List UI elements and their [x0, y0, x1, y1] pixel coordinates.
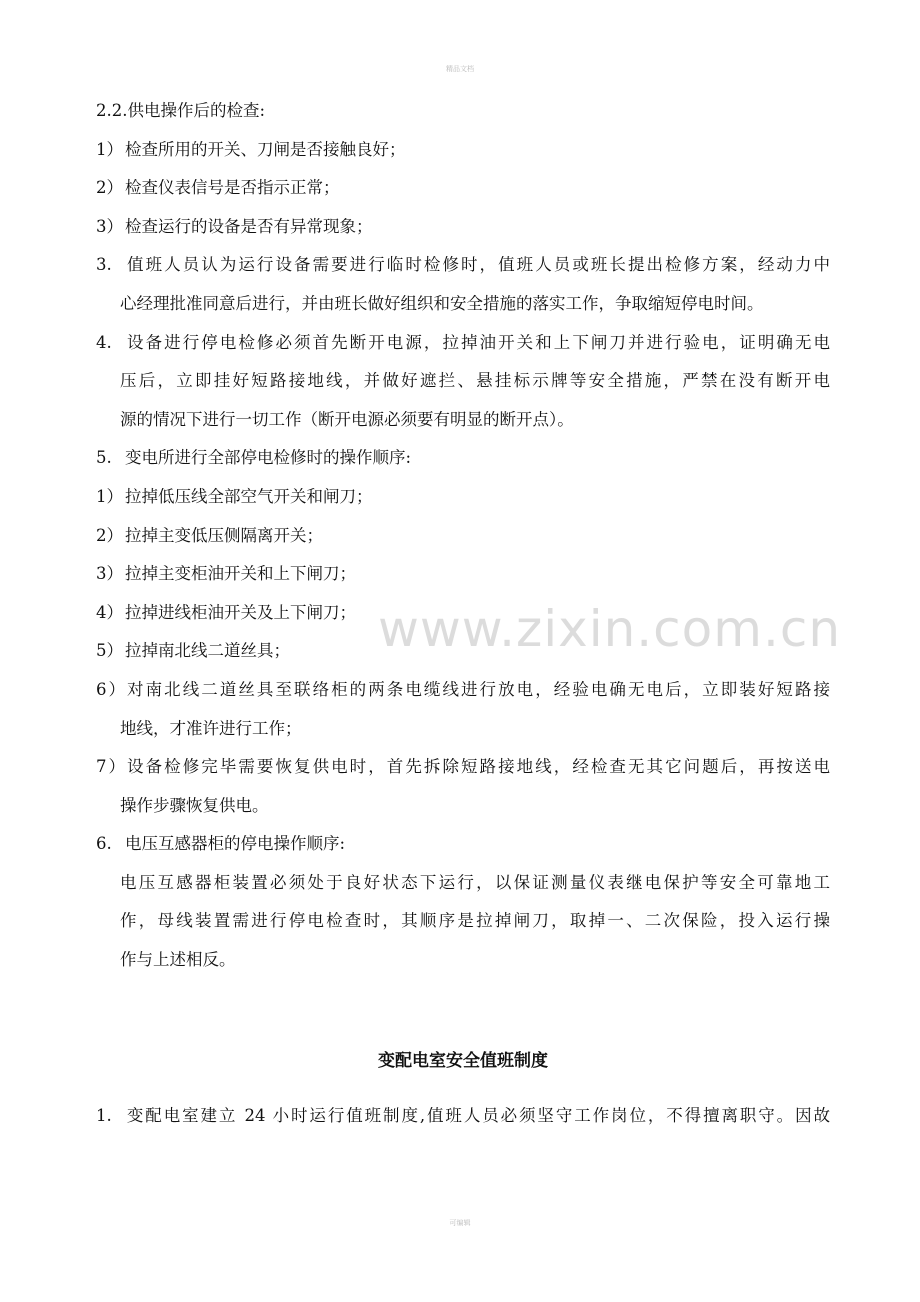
paragraph-6-heading	[96, 825, 830, 864]
step-item	[96, 632, 830, 671]
paragraph-3-line	[96, 246, 830, 285]
paragraph-4-line: 源的情况下进行一切工作（断开电源必须要有明显的断开点）。	[120, 409, 574, 429]
step-continuation: 操作步骤恢复供电。	[120, 795, 269, 815]
paragraph-text: 值班人员认为运行设备需要进行临时检修时，值班人员或班长提出检修方案，经动力中	[125, 255, 830, 275]
paragraph-number: 3.	[96, 255, 112, 275]
step-number: 1）	[96, 486, 123, 506]
step-item	[96, 671, 830, 710]
step-text: 设备检修完毕需要恢复供电时，首先拆除短路接地线，经检查无其它问题后，再按送电	[125, 757, 830, 777]
paragraph-6-line: 电压互感器柜装置必须处于良好状态下运行，以保证测量仪表继电保护等安全可靠地工	[120, 872, 830, 892]
item-text: 检查运行的设备是否有异常现象；	[125, 216, 373, 236]
paragraph-4-line: 压后，立即挂好短路接地线，并做好遮拦、悬挂标示牌等安全措施，严禁在没有断开电	[120, 371, 830, 391]
paragraph-text: 设备进行停电检修必须首先断开电源，拉掉油开关和上下闸刀并进行验电，证明确无电	[125, 332, 830, 352]
item-number: 2）	[96, 178, 123, 198]
list-item	[96, 131, 830, 170]
step-text: 拉掉低压线全部空气开关和闸刀；	[125, 486, 373, 506]
document-body	[96, 92, 830, 1135]
step-item	[96, 517, 830, 556]
step-text: 拉掉进线柜油开关及上下闸刀；	[125, 602, 356, 622]
paragraph-6-line: 作，母线装置需进行停电检查时，其顺序是拉掉闸刀，取掉一、二次保险，投入运行操	[120, 911, 830, 931]
paragraph-6-line: 作与上述相反。	[120, 950, 236, 970]
document-title: 变配电室安全值班制度	[378, 1050, 548, 1071]
section-heading: 2.2.供电操作后的检查:	[96, 101, 266, 120]
step-number: 4）	[96, 602, 123, 622]
paragraph-3-line: 心经理批准同意后进行，并由班长做好组织和安全措施的落实工作，争取缩短停电时间。	[120, 293, 764, 313]
step-number: 7）	[96, 757, 125, 777]
header-watermark-text: 精品文档	[446, 65, 474, 73]
paragraph-4-line	[96, 324, 830, 363]
item-text: 检查仪表信号是否指示正常；	[125, 178, 340, 198]
step-number: 2）	[96, 525, 123, 545]
paragraph-text: 电压互感器柜的停电操作顺序:	[125, 834, 346, 854]
list-item	[96, 208, 830, 247]
site-watermark: www.zixin.com.cn	[378, 600, 842, 658]
step-text: 拉掉主变柜油开关和上下闸刀；	[125, 564, 356, 584]
paragraph-number: 1.	[96, 1105, 112, 1125]
footer-watermark-text: 可编辑	[449, 1219, 471, 1227]
paragraph-text: 变电所进行全部停电检修时的操作顺序:	[125, 448, 412, 468]
paragraph-number: 4.	[96, 332, 112, 352]
step-item	[96, 478, 830, 517]
spacer	[96, 980, 830, 1042]
step-text: 拉掉主变低压侧隔离开关；	[125, 525, 323, 545]
rule-1-line	[96, 1097, 830, 1136]
item-text: 检查所用的开关、刀闸是否接触良好；	[125, 139, 406, 159]
step-text: 拉掉南北线二道丝具；	[125, 641, 290, 661]
paragraph-number: 5.	[96, 448, 112, 468]
step-number: 5）	[96, 641, 123, 661]
list-item	[96, 169, 830, 208]
item-number: 1）	[96, 139, 123, 159]
step-item	[96, 594, 830, 633]
step-number: 3）	[96, 564, 123, 584]
step-continuation: 地线，才准许进行工作；	[120, 718, 302, 738]
step-item	[96, 555, 830, 594]
paragraph-text: 变配电室建立 24 小时运行值班制度,值班人员必须坚守工作岗位，不得擅离职守。因故	[125, 1105, 830, 1125]
step-item	[96, 748, 830, 787]
paragraph-number: 6.	[96, 834, 112, 854]
step-number: 6）	[96, 679, 125, 699]
paragraph-5-heading	[96, 439, 830, 478]
item-number: 3）	[96, 216, 123, 236]
spacer	[96, 1080, 830, 1097]
step-text: 对南北线二道丝具至联络柜的两条电缆线进行放电，经验电确无电后，立即装好短路接	[125, 679, 830, 699]
